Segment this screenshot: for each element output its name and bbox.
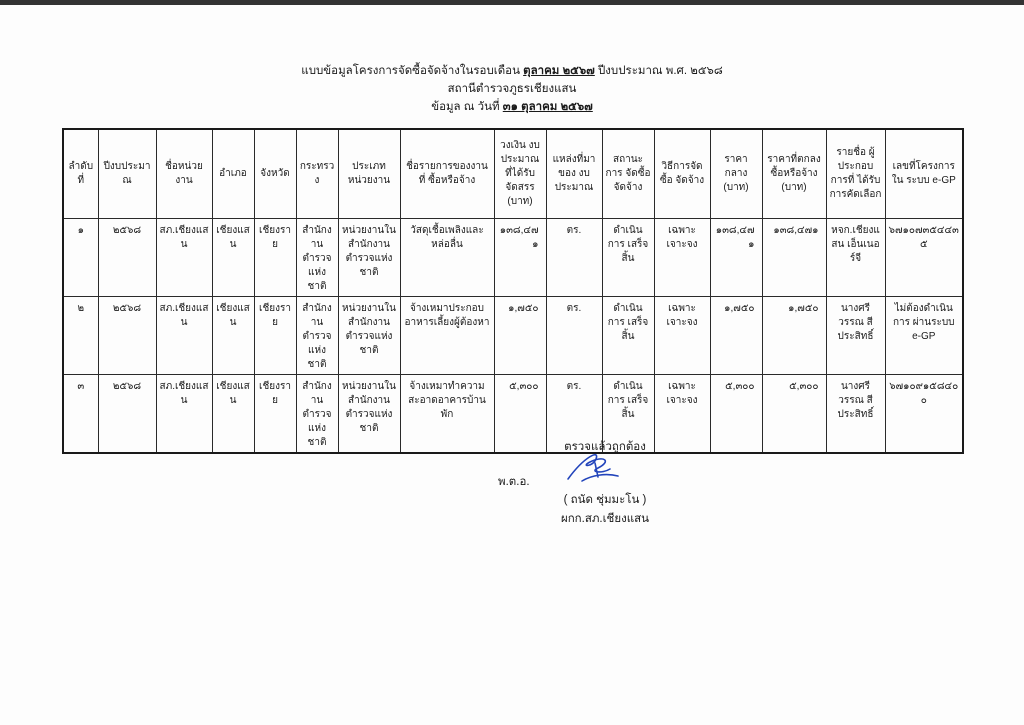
cell-budget-source: ตร. [546, 375, 602, 454]
cell-contractor: หจก.เชียงแสน เอ็นเนอร์จี [826, 219, 885, 297]
top-edge-bar [0, 0, 1024, 5]
cell-mid-price: ๑๓๘,๔๗๑ [710, 219, 762, 297]
cell-contractor: นางศรีวรรณ สีประสิทธิ์ [826, 375, 885, 454]
cell-method: เฉพาะเจาะจง [654, 375, 710, 454]
cell-agency: สภ.เชียงแสน [156, 297, 212, 375]
cell-province: เชียงราย [254, 375, 296, 454]
cell-egp-number: ไม่ต้องดำเนินการ ผ่านระบบ e-GP [885, 297, 963, 375]
column-header-fiscal-year: ปีงบประมาณ [98, 129, 156, 219]
column-header-contractor: รายชื่อ ผู้ประกอบการที่ ได้รับการคัดเลือก [826, 129, 885, 219]
column-header-egp-number: เลขที่โครงการใน ระบบ e-GP [885, 129, 963, 219]
cell-item-name: จ้างเหมาประกอบ อาหารเลี้ยงผู้ต้องหา [400, 297, 494, 375]
signature-rank: พ.ต.อ. [498, 476, 530, 488]
column-header-seq: ลำดับที่ [63, 129, 98, 219]
cell-mid-price: ๑,๗๕๐ [710, 297, 762, 375]
column-header-agency-type: ประเภท หน่วยงาน [338, 129, 400, 219]
table-row [63, 375, 963, 454]
cell-agency: สภ.เชียงแสน [156, 219, 212, 297]
cell-agreed-price: ๑๓๘,๔๗๑ [762, 219, 826, 297]
data-as-of-line [0, 98, 1024, 116]
cell-method: เฉพาะเจาะจง [654, 219, 710, 297]
cell-item-name: จ้างเหมาทำความ สะอาดอาคารบ้านพัก [400, 375, 494, 454]
cell-agency-type: หน่วยงานใน สำนักงาน ตำรวจแห่งชาติ [338, 297, 400, 375]
column-header-budget-source: แหล่งที่มา ของ งบประมาณ [546, 129, 602, 219]
cell-budget-source: ตร. [546, 297, 602, 375]
cell-status: ดำเนินการ เสร็จสิ้น [602, 375, 654, 454]
cell-budget-source: ตร. [546, 219, 602, 297]
cell-province: เชียงราย [254, 219, 296, 297]
signature-image [562, 447, 632, 494]
as-of-prefix: ข้อมูล ณ วันที่ [431, 101, 503, 113]
cell-seq: ๓ [63, 375, 98, 454]
cell-item-name: วัสดุเชื้อเพลิงและหล่อลื่น [400, 219, 494, 297]
cell-fiscal-year: ๒๕๖๘ [98, 297, 156, 375]
cell-budget: ๑๓๘,๔๗๑ [494, 219, 546, 297]
procurement-table [62, 128, 964, 454]
document-title [0, 62, 1024, 80]
cell-district: เชียงแสน [212, 297, 254, 375]
cell-ministry: สำนักงาน ตำรวจ แห่งชาติ [296, 297, 338, 375]
station-name: สถานีตำรวจภูธรเชียงแสน [447, 83, 577, 95]
cell-agency-type: หน่วยงานใน สำนักงาน ตำรวจแห่งชาติ [338, 219, 400, 297]
cell-ministry: สำนักงาน ตำรวจ แห่งชาติ [296, 219, 338, 297]
cell-egp-number: ๖๗๑๐๙๑๕๘๔๐๐ [885, 375, 963, 454]
cell-ministry: สำนักงาน ตำรวจ แห่งชาติ [296, 375, 338, 454]
signature-position: ผกก.สภ.เชียงแสน [560, 513, 650, 525]
cell-agency: สภ.เชียงแสน [156, 375, 212, 454]
signature-name: ( ถนัด ชุ่มมะโน ) [563, 494, 647, 506]
cell-status: ดำเนินการ เสร็จสิ้น [602, 219, 654, 297]
title-prefix: แบบข้อมูลโครงการจัดซื้อจัดจ้างในรอบเดือน [301, 65, 524, 77]
signature-verified-text: ตรวจแล้วถูกต้อง [564, 441, 646, 453]
column-header-mid-price: ราคากลาง (บาท) [710, 129, 762, 219]
cell-district: เชียงแสน [212, 375, 254, 454]
cell-status: ดำเนินการ เสร็จสิ้น [602, 297, 654, 375]
cell-seq: ๑ [63, 219, 98, 297]
as-of-date-highlight: ๓๑ ตุลาคม ๒๕๖๗ [502, 101, 593, 113]
table-header-row [63, 129, 963, 219]
column-header-ministry: กระทรวง [296, 129, 338, 219]
cell-seq: ๒ [63, 297, 98, 375]
cell-budget: ๑,๗๕๐ [494, 297, 546, 375]
column-header-district: อำเภอ [212, 129, 254, 219]
cell-method: เฉพาะเจาะจง [654, 297, 710, 375]
table-row [63, 297, 963, 375]
cell-egp-number: ๖๗๑๐๗๓๕๔๔๓๕ [885, 219, 963, 297]
cell-mid-price: ๕,๓๐๐ [710, 375, 762, 454]
cell-budget: ๕,๓๐๐ [494, 375, 546, 454]
column-header-status: สถานะการ จัดซื้อจัดจ้าง [602, 129, 654, 219]
column-header-agency: ชื่อหน่วยงาน [156, 129, 212, 219]
cell-fiscal-year: ๒๕๖๘ [98, 375, 156, 454]
title-month-highlight: ตุลาคม ๒๕๖๗ [523, 65, 595, 77]
column-header-province: จังหวัด [254, 129, 296, 219]
column-header-agreed-price: ราคาที่ตกลง ซื้อหรือจ้าง (บาท) [762, 129, 826, 219]
cell-province: เชียงราย [254, 297, 296, 375]
column-header-item-name: ชื่อรายการของงานที่ ซื้อหรือจ้าง [400, 129, 494, 219]
cell-contractor: นางศรีวรรณ สีประสิทธิ์ [826, 297, 885, 375]
cell-agreed-price: ๑,๗๕๐ [762, 297, 826, 375]
cell-agency-type: หน่วยงานใน สำนักงาน ตำรวจแห่งชาติ [338, 375, 400, 454]
cell-district: เชียงแสน [212, 219, 254, 297]
title-suffix: ปีงบประมาณ พ.ศ. ๒๕๖๘ [594, 65, 723, 77]
column-header-budget: วงเงิน งบประมาณ ที่ได้รับ จัดสรร (บาท) [494, 129, 546, 219]
column-header-method: วิธีการจัดซื้อ จัดจ้าง [654, 129, 710, 219]
document-header [0, 62, 1024, 116]
signature-ink-icon [562, 447, 632, 489]
table-row [63, 219, 963, 297]
cell-agreed-price: ๕,๓๐๐ [762, 375, 826, 454]
cell-fiscal-year: ๒๕๖๘ [98, 219, 156, 297]
